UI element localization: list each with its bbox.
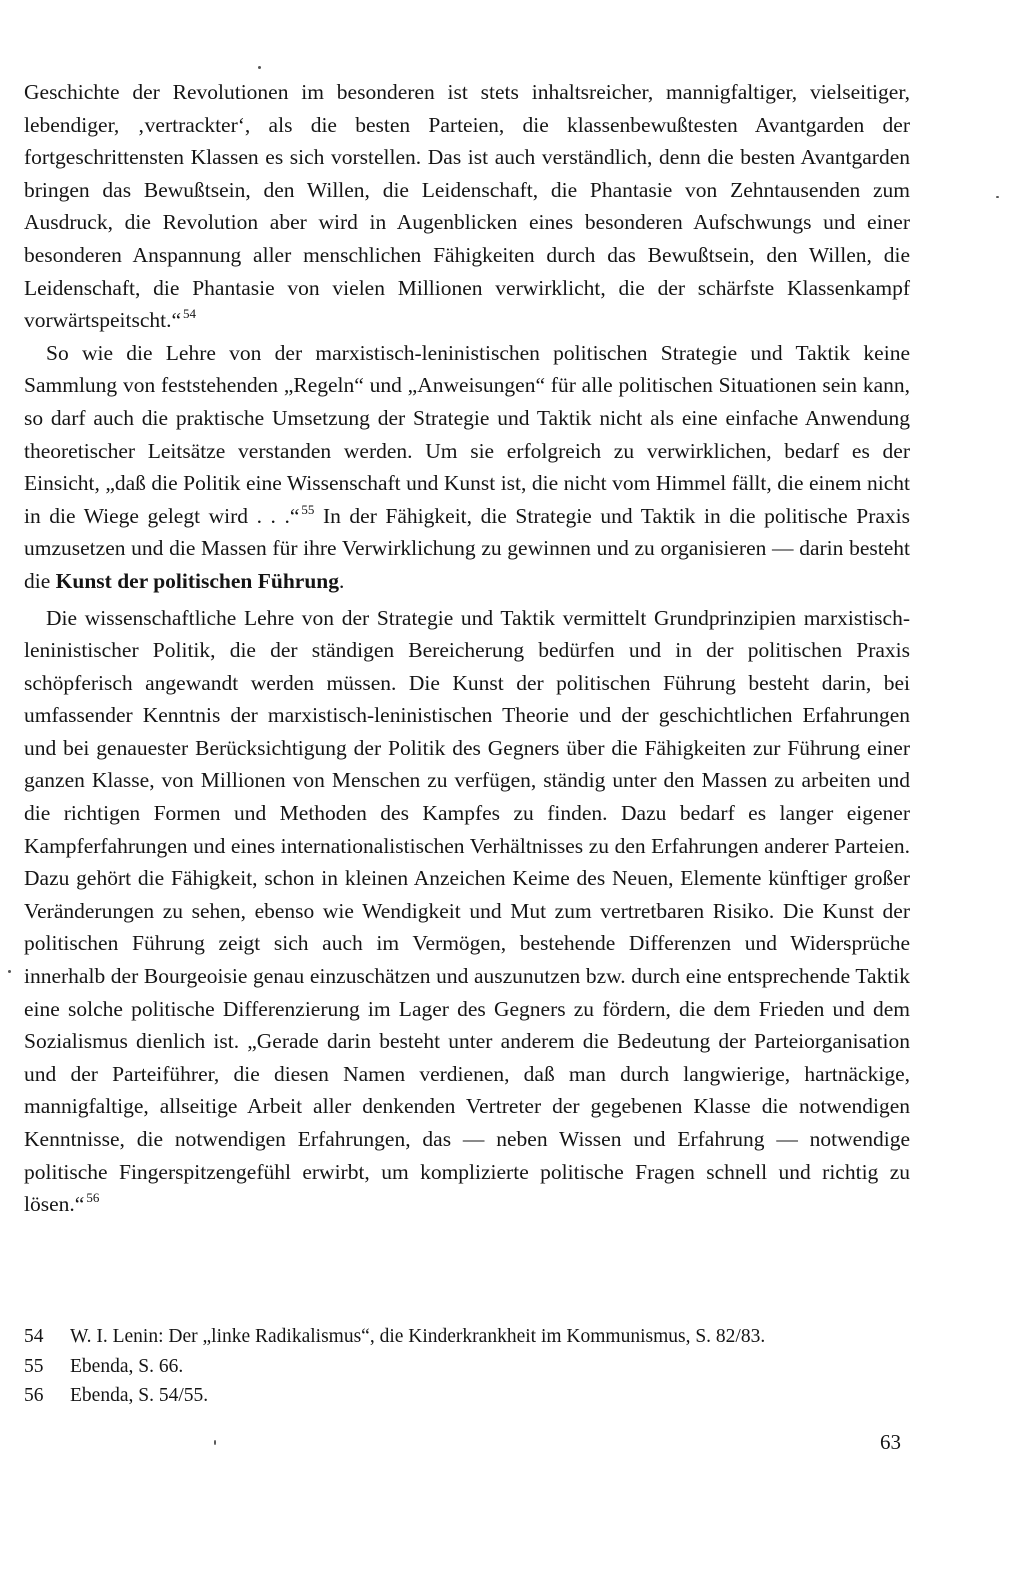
- footnote-text: W. I. Lenin: Der „linke Radikalismus“, die Kinderkrankheit im Kommunismus, S. 82/83.: [70, 1326, 766, 1347]
- paragraph-1-text: Geschichte der Revolutionen im besonderen ist stets inhaltsreicher, mannigfaltiger, vielseitiger, lebendiger, ‚vertrackter‘, als die besten Parteien, die klassenbewußtesten Avantgarden der fortgeschrittensten Klassen es sich vorstellen. Das ist auch verständlich, denn die besten Avantgarden bringen das Bewußtsein, den Willen, die Leidenschaft, die Phantasie von Zehntausenden zum Ausdruck, die Revolution aber wird in Augenblicken eines besonderen Aufschwungs und einer besonderen Anspannung aller menschlichen Fähigkeiten durch das Bewußtsein, den Willen, die Leidenschaft, die Phantasie von vielen Millionen verwirklicht, die der schärfste Klassenkampf vorwärtspeitscht.“: [24, 80, 910, 333]
- footnote-number: 55: [24, 1355, 44, 1377]
- footnote-55: [24, 1352, 924, 1382]
- footnote-text: Ebenda, S. 54/55.: [70, 1385, 209, 1406]
- paragraph-2-text-c: .: [339, 568, 345, 593]
- scan-speck: [258, 66, 261, 69]
- page-number: 63: [880, 1430, 901, 1454]
- paragraph-3: [24, 602, 910, 1221]
- paragraph-2: [24, 337, 910, 598]
- footnote-text: Ebenda, S. 66.: [70, 1355, 184, 1377]
- footnotes: [24, 1322, 924, 1411]
- scan-speck: [214, 1440, 216, 1445]
- scan-speck: [8, 970, 11, 973]
- page-body: [24, 76, 910, 1221]
- footnote-ref-54[interactable]: 54: [183, 306, 197, 322]
- scan-speck: [996, 196, 999, 198]
- paragraph-1: [24, 76, 910, 337]
- paragraph-2-text-b: In der Fähigkeit, die Strategie und Taktik in die politische Praxis umzusetzen und die Massen für ihre Verwirklichung zu gewinnen und zu organisieren — darin besteht die: [24, 503, 911, 593]
- footnote-54: [24, 1322, 924, 1352]
- footnote-56: [24, 1381, 924, 1411]
- footnote-number: 56: [24, 1385, 44, 1406]
- paragraph-2-text-a: So wie die Lehre von der marxistisch-leninistischen politischen Strategie und Taktik keine Sammlung von feststehenden „Regeln“ und „Anweisungen“ für alle politischen Situationen sein kann, so darf auch die praktische Umsetzung der Strategie und Taktik nicht als eine einfache Anwendung theoretischer Leitsätze verstanden werden. Um sie erfolgreich zu verwirklichen, bedarf es der Einsicht, „daß die Politik eine Wissenschaft und Kunst ist, die nicht vom Himmel fällt, die einem nicht in die Wiege gelegt wird . . .“: [24, 340, 910, 528]
- paragraph-3-text: Die wissenschaftliche Lehre von der Strategie und Taktik vermittelt Grundprinzipien marxistisch-leninistischer Politik, die der ständigen Bereicherung bedürfen und in der politischen Praxis schöpferisch angewandt werden müssen. Die Kunst der politischen Führung besteht darin, bei umfassender Kenntnis der marxistisch-leninistischen Theorie und der geschichtlichen Erfahrungen und bei genauester Berücksichtigung der Politik des Gegners über die Fähigkeiten zur Führung einer ganzen Klasse, von Millionen von Menschen zu verfügen, ständig unter den Massen zu arbeiten und die richtigen Formen und Methoden des Kampfes zu finden. Dazu bedarf es langer eigener Kampferfahrungen und eines internationalistischen Verhältnisses zu den Erfahrungen anderer Parteien. Dazu gehört die Fähigkeit, schon in kleinen Anzeichen Keime des Neuen, Elemente künftiger großer Veränderungen zu sehen, ebenso wie Wendigkeit und Mut zum vertretbaren Risiko. Die Kunst der politischen Führung zeigt sich auch im Vermögen, bestehende Differenzen und Widersprüche innerhalb der Bourgeoisie genau einzuschätzen und auszunutzen bzw. durch eine entsprechende Taktik eine solche politische Differenzierung im Lager des Gegners zu fördern, die dem Frieden und dem Sozialismus dienlich ist. „Gerade darin besteht unter anderem die Bedeutung der Parteiorganisation und der Parteiführer, die diesen Namen verdienen, daß man durch langwierige, hartnäckige, mannigfaltige, allseitige Arbeit aller denkenden Vertreter der gegebenen Klasse die notwendigen Kenntnisse, die notwendigen Erfahrungen, das — neben Wissen und Erfahrung — notwendige politische Fingerspitzengefühl erwirbt, um komplizierte politische Fragen schnell und richtig zu lösen.“: [24, 605, 910, 1217]
- emphasis-kunst-der-politischen-fuehrung: Kunst der politischen Führung: [55, 568, 340, 593]
- footnote-ref-56[interactable]: 56: [86, 1190, 100, 1206]
- footnote-ref-55[interactable]: 55: [301, 501, 315, 517]
- footnote-number: 54: [24, 1326, 44, 1347]
